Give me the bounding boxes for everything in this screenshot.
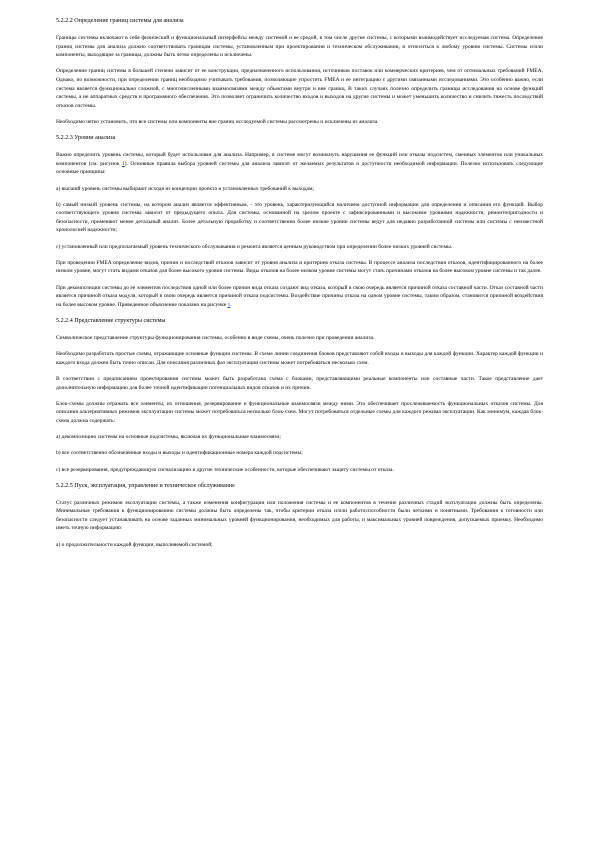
paragraph-text: ). Основные правила выбора уровней системы для анализа зависят от желаемых результатов и доступности необходимой информации. Полезно использовать следующие основные принципы:	[56, 160, 543, 176]
paragraph: Необходимо четко установить, что все системы или компоненты вне границ исследуемой системы рассмотрены и исключены из анализа.	[56, 118, 379, 125]
paragraph: Определение границ системы в большей степени зависит от ее конструкции, предназначенного использования, источников поставок или коммерческих критериев, чем от оптимальных требований FMEA. Однако, по возможности, при определении границ необходимо учитывать требования, позволяющие упростить FMEA и ее интеграцию с другими связанными исследованиями. Это особенно важно, если система является функционально сложной, с многочисленными взаимосвязями между объектами внутри и вне границ. В таких случаях полезно определить границы исследования на основе функций системы, а не аппаратных средств и программного обеспечения. Это позволяет ограничить количество входов и выходов на другие системы и может уменьшить количество и снизить тяжесть последствий отказов системы.	[56, 68, 543, 109]
list-item: c) все резервирования, предупреждающую сигнализацию и другие технические особенности, которые обеспечивают защиту системы от отказа.	[56, 466, 394, 473]
section-heading: 5.2.2.3 Уровни анализа	[56, 135, 116, 142]
list-item: b) все соответственно обозначенные входы и выходы и идентификационные номера каждой подсистемы;	[56, 450, 303, 457]
list-item: а) декомпозицию системы на основные подсистемы, включая их функциональные взаимосвязи;	[56, 434, 281, 441]
list-item: b) самый низкий уровень системы, на котором анализ является эффективным, - это уровень, характеризующийся наличием доступной информации для определения и описания его функций. Выбор соответствующего уровня системы зависит от предыдущего опыта. Для системы, основанной на зрелом проекте с зафиксированными и высокими уровнями надежности, ремонтопригодности и безопасности, применяют менее детальный анализ. Более детальную проработку и соответственно более низкие уровни системы ведут для недавно разработанной системы или системы с неизвестной хронологией надежности;	[56, 201, 543, 234]
paragraph: Статус различных режимов эксплуатации системы, а также изменения конфигурации или положения системы и ее компонентов в течение различных стадий эксплуатации должны быть определены. Минимальные требования к функционированию системы должны быть определены так, чтобы критерии отказа и/или работоспособности были четкими и понятными. Требования к готовности или безопасности следует устанавливать на основе заданных минимальных уровней функционирования, необходимых для работы, и максимальных уровней повреждения, допускаемых приемку. Необходимо иметь точную информацию:	[56, 499, 543, 532]
paragraph-text: При декомпозиции системы до ее элементов последствия одной или более причин вида отказа создают вид отказа, который в свою очередь является причиной отказа составной части. Отказ составной части является причиной отказа модуля, который в свою очередь является причиной отказа подсистемы. Воздействие причины отказа на одном уровне системы, таким образом, становится причиной воздействия на более высоком уровне. Приведенное объяснение показано на рисунке	[56, 284, 543, 308]
list-item: c) установленный или предполагаемый уровень технического обслуживания и ремонта является ценным руководством при определении более низких уровней системы.	[56, 243, 453, 250]
paragraph: В соответствии с предписанием проектирования системы может быть разработана схема с блоками, представляющими реальные компоненты или составные части. Такое представление дает дополнительную информацию для более точной идентификации потенциальных видов отказов и их причин.	[56, 375, 543, 391]
paragraph-text: .	[230, 301, 232, 308]
paragraph: Границы системы включают в себя физический и функциональный интерфейсы между системой и ее средой, в том числе другие системы, с которыми взаимодействует исследуемая система. Определение границ системы для анализа должно соответствовать границам системы, установленным при проектировании и техническом обслуживании, и относиться к любому уровню системы. Системы и/или компоненты, выходящие за границы, должны быть четко определены и исключены.	[56, 35, 543, 59]
paragraph: При проведении FMEA определение видов, причин и последствий отказов зависит от уровня анализа и критериев отказа системы. В процессе анализа последствия отказов, идентифицированного на более низком уровне, могут стать видами отказов для более высокого уровня системы. Виды отказов на более низком уровне системы могут стать причинами отказов на более высоком уровне системы и так далее.	[56, 259, 543, 275]
paragraph	[56, 284, 543, 310]
figure-link[interactable]: 1	[121, 160, 125, 167]
figure-link[interactable]: 1	[227, 301, 231, 308]
paragraph	[56, 151, 543, 177]
paragraph: Символическое представление структуры функционирования системы, особенно в виде схемы, очень полезно при проведении анализа.	[56, 335, 375, 341]
paragraph-text: Важно определить уровень системы, который будет использован для анализа. Например, в системе могут возникнуть нарушения ее функций или отказы подсистем, сменных элементов или уникальных компонентов (см. рисунок	[56, 152, 543, 167]
section-heading: 5.2.2.2 Определение границ системы для анализа	[56, 18, 184, 24]
section-heading: 5.2.2.4 Представление структуры системы	[56, 318, 166, 324]
paragraph: Блок-схемы должны отражать все элементы, их отношения, резервирование и функциональные взаимосвязи между ними. Это обеспечивает прослеживаемость функциональных отказов системы. Для описания альтернативных режимов эксплуатации системы может потребоваться несколько блок-схем. Могут потребоваться отдельные схемы для каждого режима эксплуатации. Как минимум, каждая блок-схема должна содержать:	[56, 400, 543, 424]
section-heading: 5.2.2.5 Пуск, эксплуатация, управление и техническое обслуживание	[56, 482, 235, 489]
list-item: а) о продолжительности каждой функции, выполняемой системой;	[56, 541, 213, 548]
paragraph: Необходимо разработать простые схемы, отражающие основные функции системы. В схеме линии соединения блоков представляют собой входы и выходы для каждой функции. Характер каждой функции и каждого входа должен быть точно описан. Для описания различных фаз эксплуатации системы может потребоваться несколько схем.	[56, 351, 543, 366]
list-item: а) высший уровень системы выбирают исходя из концепции проекта и установленных требований к выходам;	[56, 185, 314, 192]
